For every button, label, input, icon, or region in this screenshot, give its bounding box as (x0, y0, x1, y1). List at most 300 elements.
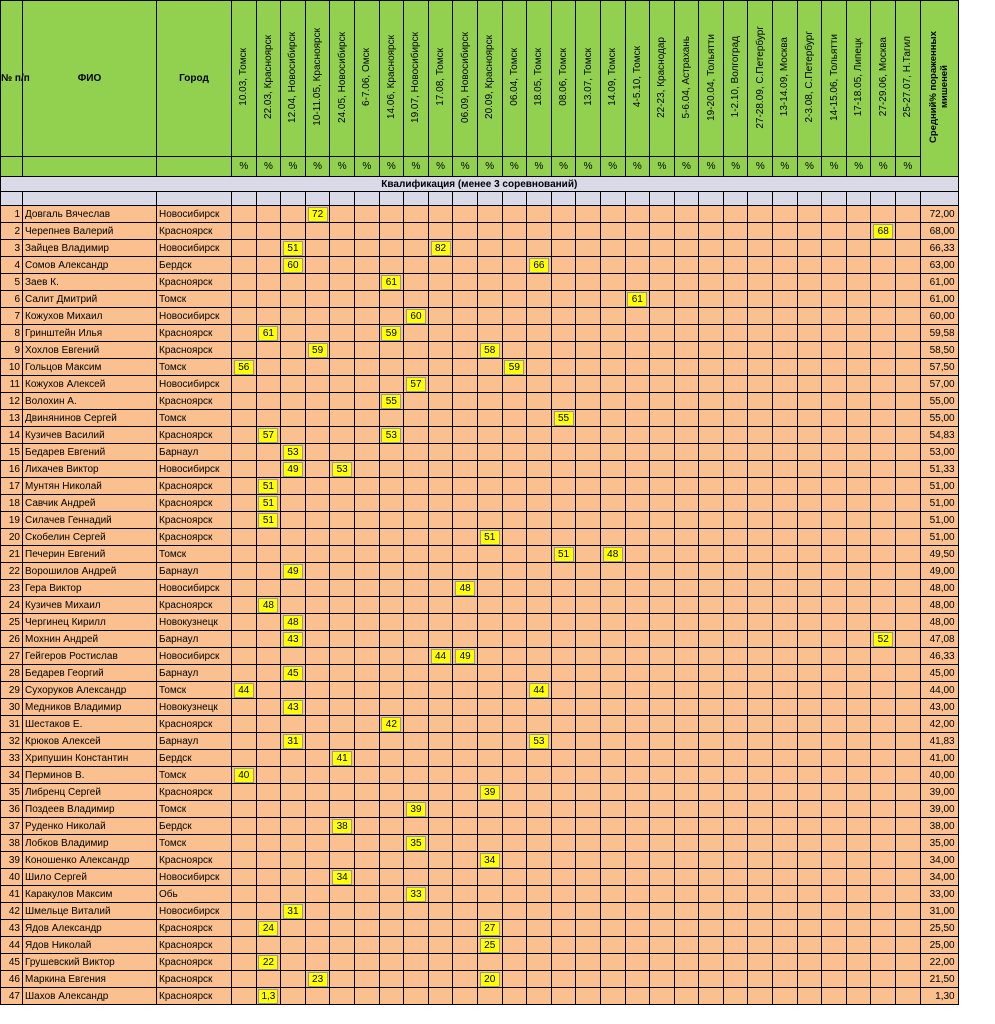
score-cell[interactable] (281, 546, 306, 563)
score-cell[interactable] (871, 359, 896, 376)
score-cell[interactable] (600, 495, 625, 512)
score-cell[interactable] (871, 971, 896, 988)
row-number[interactable]: 25 (1, 614, 23, 631)
score-cell[interactable] (600, 665, 625, 682)
score-cell[interactable] (330, 529, 355, 546)
score-cell[interactable] (773, 818, 798, 835)
score-cell[interactable] (477, 240, 502, 257)
score-cell[interactable] (699, 393, 724, 410)
score-cell[interactable] (502, 937, 527, 954)
score-cell[interactable] (699, 631, 724, 648)
score-cell[interactable] (305, 257, 330, 274)
score-cell[interactable] (281, 648, 306, 665)
score-cell[interactable] (477, 733, 502, 750)
score-cell[interactable] (625, 393, 650, 410)
score-cell[interactable] (625, 920, 650, 937)
score-cell[interactable] (232, 580, 257, 597)
score-cell[interactable] (404, 359, 429, 376)
score-cell[interactable] (748, 563, 773, 580)
athlete-name[interactable]: Зайцев Владимир (23, 240, 157, 257)
score-cell[interactable] (281, 444, 306, 461)
score-cell[interactable] (723, 274, 748, 291)
average-value[interactable]: 55,00 (920, 410, 958, 427)
score-cell[interactable] (625, 223, 650, 240)
score-cell[interactable] (748, 988, 773, 1005)
score-cell[interactable] (453, 733, 478, 750)
score-cell[interactable] (354, 801, 379, 818)
score-cell[interactable] (600, 512, 625, 529)
score-cell[interactable] (650, 682, 675, 699)
score-cell[interactable] (330, 716, 355, 733)
score-cell[interactable] (896, 546, 921, 563)
score-cell[interactable] (846, 376, 871, 393)
score-cell[interactable] (527, 869, 552, 886)
score-cell[interactable] (846, 274, 871, 291)
score-cell[interactable] (896, 478, 921, 495)
score-cell[interactable] (453, 920, 478, 937)
score-cell[interactable] (600, 563, 625, 580)
score-cell[interactable] (232, 869, 257, 886)
row-number[interactable]: 14 (1, 427, 23, 444)
score-cell[interactable] (477, 444, 502, 461)
score-cell[interactable] (699, 325, 724, 342)
score-cell[interactable] (305, 903, 330, 920)
score-cell[interactable] (822, 376, 847, 393)
score-cell[interactable] (379, 920, 404, 937)
score-cell[interactable] (404, 869, 429, 886)
score-cell[interactable] (896, 223, 921, 240)
score-cell[interactable] (305, 308, 330, 325)
score-cell[interactable] (650, 767, 675, 784)
score-cell[interactable] (527, 495, 552, 512)
score-cell[interactable] (896, 206, 921, 223)
score-cell[interactable] (404, 699, 429, 716)
athlete-city[interactable]: Обь (157, 886, 232, 903)
score-cell[interactable] (650, 461, 675, 478)
athlete-name[interactable]: Лобков Владимир (23, 835, 157, 852)
score-cell[interactable] (822, 954, 847, 971)
score-cell[interactable] (404, 886, 429, 903)
athlete-name[interactable]: Кузичев Михаил (23, 597, 157, 614)
score-cell[interactable] (379, 223, 404, 240)
event-header[interactable] (797, 1, 822, 157)
score-cell[interactable] (625, 818, 650, 835)
average-value[interactable]: 33,00 (920, 886, 958, 903)
score-cell[interactable] (748, 648, 773, 665)
score-cell[interactable] (625, 988, 650, 1005)
athlete-city[interactable]: Барнаул (157, 733, 232, 750)
score-cell[interactable] (797, 682, 822, 699)
score-cell[interactable] (748, 410, 773, 427)
score-cell[interactable] (650, 903, 675, 920)
score-cell[interactable] (650, 359, 675, 376)
score-cell[interactable] (428, 461, 453, 478)
score-cell[interactable] (600, 257, 625, 274)
score-cell[interactable] (527, 444, 552, 461)
score-cell[interactable] (379, 325, 404, 342)
score-cell[interactable] (453, 240, 478, 257)
score-cell[interactable] (379, 291, 404, 308)
score-cell[interactable] (404, 648, 429, 665)
score-cell[interactable] (305, 750, 330, 767)
average-value[interactable]: 39,00 (920, 801, 958, 818)
score-cell[interactable] (773, 665, 798, 682)
score-cell[interactable] (453, 614, 478, 631)
score-cell[interactable] (896, 563, 921, 580)
score-cell[interactable] (674, 461, 699, 478)
row-number[interactable]: 24 (1, 597, 23, 614)
score-cell[interactable] (379, 257, 404, 274)
score-cell[interactable] (428, 937, 453, 954)
score-cell[interactable] (896, 716, 921, 733)
score-cell[interactable] (650, 614, 675, 631)
score-cell[interactable] (576, 427, 601, 444)
score-cell[interactable] (502, 682, 527, 699)
score-cell[interactable] (576, 342, 601, 359)
score-cell[interactable] (748, 801, 773, 818)
row-number[interactable]: 8 (1, 325, 23, 342)
athlete-city[interactable]: Томск (157, 410, 232, 427)
score-cell[interactable] (797, 971, 822, 988)
score-cell[interactable] (281, 580, 306, 597)
score-cell[interactable] (281, 988, 306, 1005)
score-cell[interactable] (896, 291, 921, 308)
score-cell[interactable] (453, 750, 478, 767)
event-header[interactable] (748, 1, 773, 157)
score-cell[interactable] (477, 903, 502, 920)
score-cell[interactable] (797, 767, 822, 784)
score-cell[interactable] (797, 240, 822, 257)
score-cell[interactable] (871, 988, 896, 1005)
score-cell[interactable] (379, 750, 404, 767)
score-cell[interactable] (305, 359, 330, 376)
score-cell[interactable] (527, 512, 552, 529)
score-cell[interactable] (551, 665, 576, 682)
score-cell[interactable] (232, 818, 257, 835)
score-cell[interactable] (650, 920, 675, 937)
row-number[interactable]: 39 (1, 852, 23, 869)
score-cell[interactable] (674, 597, 699, 614)
score-cell[interactable] (453, 291, 478, 308)
score-cell[interactable] (822, 393, 847, 410)
score-cell[interactable] (822, 495, 847, 512)
score-cell[interactable] (600, 308, 625, 325)
score-cell[interactable] (330, 206, 355, 223)
score-cell[interactable] (477, 716, 502, 733)
score-cell[interactable] (453, 563, 478, 580)
score-cell[interactable] (600, 971, 625, 988)
athlete-name[interactable]: Мохнин Андрей (23, 631, 157, 648)
score-cell[interactable] (502, 291, 527, 308)
score-cell[interactable] (551, 631, 576, 648)
score-cell[interactable] (896, 818, 921, 835)
score-cell[interactable] (748, 206, 773, 223)
score-cell[interactable] (477, 971, 502, 988)
athlete-name[interactable]: Двинянинов Сергей (23, 410, 157, 427)
score-cell[interactable] (404, 257, 429, 274)
score-cell[interactable] (527, 274, 552, 291)
score-cell[interactable] (600, 478, 625, 495)
score-cell[interactable] (871, 682, 896, 699)
score-cell[interactable] (256, 852, 281, 869)
athlete-city[interactable]: Красноярск (157, 716, 232, 733)
score-cell[interactable] (256, 801, 281, 818)
score-cell[interactable] (477, 427, 502, 444)
score-cell[interactable] (551, 716, 576, 733)
score-cell[interactable] (748, 920, 773, 937)
score-cell[interactable] (453, 971, 478, 988)
score-cell[interactable] (576, 767, 601, 784)
score-cell[interactable] (699, 478, 724, 495)
score-cell[interactable] (354, 308, 379, 325)
score-cell[interactable] (748, 308, 773, 325)
score-cell[interactable] (305, 733, 330, 750)
score-cell[interactable] (379, 614, 404, 631)
score-cell[interactable] (551, 359, 576, 376)
score-cell[interactable] (576, 597, 601, 614)
score-cell[interactable] (699, 648, 724, 665)
score-cell[interactable] (871, 699, 896, 716)
score-cell[interactable] (625, 886, 650, 903)
score-cell[interactable] (650, 529, 675, 546)
average-value[interactable]: 51,00 (920, 478, 958, 495)
table-row[interactable] (1, 716, 959, 733)
event-header[interactable] (576, 1, 601, 157)
score-cell[interactable] (551, 461, 576, 478)
average-value[interactable]: 68,00 (920, 223, 958, 240)
average-value[interactable]: 34,00 (920, 869, 958, 886)
average-value[interactable]: 48,00 (920, 614, 958, 631)
athlete-city[interactable]: Барнаул (157, 563, 232, 580)
score-cell[interactable] (748, 580, 773, 597)
score-cell[interactable] (773, 971, 798, 988)
athlete-city[interactable]: Красноярск (157, 342, 232, 359)
score-cell[interactable] (896, 665, 921, 682)
score-cell[interactable] (625, 512, 650, 529)
score-cell[interactable] (379, 886, 404, 903)
score-cell[interactable] (699, 291, 724, 308)
score-cell[interactable] (428, 733, 453, 750)
score-cell[interactable] (256, 937, 281, 954)
score-cell[interactable] (354, 682, 379, 699)
event-header[interactable] (650, 1, 675, 157)
score-cell[interactable] (502, 478, 527, 495)
score-cell[interactable] (699, 852, 724, 869)
score-cell[interactable] (822, 461, 847, 478)
score-cell[interactable] (232, 325, 257, 342)
row-number[interactable]: 43 (1, 920, 23, 937)
score-cell[interactable] (281, 937, 306, 954)
score-cell[interactable] (527, 240, 552, 257)
score-cell[interactable] (256, 444, 281, 461)
score-cell[interactable] (650, 240, 675, 257)
score-cell[interactable] (674, 308, 699, 325)
score-cell[interactable] (477, 206, 502, 223)
score-cell[interactable] (822, 886, 847, 903)
score-cell[interactable] (822, 614, 847, 631)
score-cell[interactable] (871, 767, 896, 784)
athlete-city[interactable]: Барнаул (157, 665, 232, 682)
score-cell[interactable] (773, 291, 798, 308)
score-cell[interactable] (822, 665, 847, 682)
score-cell[interactable] (551, 342, 576, 359)
score-cell[interactable] (797, 512, 822, 529)
score-cell[interactable] (379, 274, 404, 291)
score-cell[interactable] (625, 563, 650, 580)
score-cell[interactable] (822, 682, 847, 699)
score-cell[interactable] (723, 359, 748, 376)
score-cell[interactable] (354, 835, 379, 852)
score-cell[interactable] (871, 580, 896, 597)
score-cell[interactable] (674, 240, 699, 257)
row-number[interactable]: 4 (1, 257, 23, 274)
score-cell[interactable] (330, 988, 355, 1005)
average-value[interactable]: 25,00 (920, 937, 958, 954)
score-cell[interactable] (748, 461, 773, 478)
score-cell[interactable] (846, 614, 871, 631)
score-cell[interactable] (674, 342, 699, 359)
score-cell[interactable] (576, 852, 601, 869)
event-header[interactable] (822, 1, 847, 157)
score-cell[interactable] (600, 954, 625, 971)
score-cell[interactable] (600, 546, 625, 563)
score-cell[interactable] (256, 733, 281, 750)
score-cell[interactable] (305, 495, 330, 512)
score-cell[interactable] (773, 376, 798, 393)
score-cell[interactable] (502, 852, 527, 869)
score-cell[interactable] (477, 291, 502, 308)
score-cell[interactable] (551, 478, 576, 495)
score-cell[interactable] (822, 988, 847, 1005)
score-cell[interactable] (256, 308, 281, 325)
score-cell[interactable] (576, 393, 601, 410)
score-cell[interactable] (674, 291, 699, 308)
score-cell[interactable] (674, 223, 699, 240)
score-cell[interactable] (232, 427, 257, 444)
score-cell[interactable] (502, 393, 527, 410)
score-cell[interactable] (822, 767, 847, 784)
score-cell[interactable] (428, 835, 453, 852)
score-cell[interactable] (773, 529, 798, 546)
score-cell[interactable] (256, 903, 281, 920)
table-row[interactable] (1, 886, 959, 903)
score-cell[interactable] (650, 818, 675, 835)
score-cell[interactable] (330, 512, 355, 529)
score-cell[interactable] (453, 206, 478, 223)
athlete-name[interactable]: Волохин А. (23, 393, 157, 410)
score-cell[interactable] (846, 750, 871, 767)
score-cell[interactable] (723, 920, 748, 937)
score-cell[interactable] (305, 767, 330, 784)
score-cell[interactable] (527, 223, 552, 240)
score-cell[interactable] (232, 308, 257, 325)
average-value[interactable]: 72,00 (920, 206, 958, 223)
score-cell[interactable] (699, 920, 724, 937)
score-cell[interactable] (723, 614, 748, 631)
score-cell[interactable] (256, 767, 281, 784)
score-cell[interactable] (256, 699, 281, 716)
score-cell[interactable] (502, 529, 527, 546)
score-cell[interactable] (797, 852, 822, 869)
score-cell[interactable] (354, 750, 379, 767)
score-cell[interactable] (674, 614, 699, 631)
score-cell[interactable] (797, 444, 822, 461)
score-cell[interactable] (379, 835, 404, 852)
score-cell[interactable] (527, 325, 552, 342)
row-number[interactable]: 33 (1, 750, 23, 767)
score-cell[interactable] (723, 886, 748, 903)
score-cell[interactable] (822, 512, 847, 529)
score-cell[interactable] (232, 563, 257, 580)
score-cell[interactable] (674, 512, 699, 529)
score-cell[interactable] (428, 308, 453, 325)
score-cell[interactable] (846, 886, 871, 903)
table-row[interactable] (1, 801, 959, 818)
average-value[interactable]: 51,00 (920, 512, 958, 529)
score-cell[interactable] (846, 971, 871, 988)
score-cell[interactable] (846, 512, 871, 529)
score-cell[interactable] (502, 733, 527, 750)
score-cell[interactable] (281, 682, 306, 699)
athlete-city[interactable]: Томск (157, 546, 232, 563)
score-cell[interactable] (748, 733, 773, 750)
score-cell[interactable] (625, 937, 650, 954)
athlete-city[interactable]: Бердск (157, 818, 232, 835)
score-cell[interactable] (404, 308, 429, 325)
score-cell[interactable] (502, 597, 527, 614)
athlete-city[interactable]: Красноярск (157, 920, 232, 937)
score-cell[interactable] (650, 512, 675, 529)
score-cell[interactable] (354, 478, 379, 495)
athlete-name[interactable]: Лихачев Виктор (23, 461, 157, 478)
athlete-city[interactable]: Красноярск (157, 597, 232, 614)
score-cell[interactable] (379, 546, 404, 563)
athlete-name[interactable]: Гейгеров Ростислав (23, 648, 157, 665)
score-cell[interactable] (871, 835, 896, 852)
score-cell[interactable] (748, 359, 773, 376)
score-cell[interactable] (428, 784, 453, 801)
score-cell[interactable] (281, 631, 306, 648)
score-cell[interactable] (527, 257, 552, 274)
average-value[interactable]: 35,00 (920, 835, 958, 852)
score-cell[interactable] (281, 529, 306, 546)
athlete-name[interactable]: Хохлов Евгений (23, 342, 157, 359)
score-cell[interactable] (773, 682, 798, 699)
score-cell[interactable] (305, 988, 330, 1005)
score-cell[interactable] (477, 308, 502, 325)
score-cell[interactable] (256, 920, 281, 937)
table-row[interactable] (1, 206, 959, 223)
score-cell[interactable] (699, 682, 724, 699)
athlete-city[interactable]: Новосибирск (157, 903, 232, 920)
score-cell[interactable] (625, 274, 650, 291)
score-cell[interactable] (551, 206, 576, 223)
score-cell[interactable] (797, 393, 822, 410)
score-cell[interactable] (256, 716, 281, 733)
score-cell[interactable] (305, 937, 330, 954)
score-cell[interactable] (256, 682, 281, 699)
score-cell[interactable] (404, 478, 429, 495)
score-cell[interactable] (600, 733, 625, 750)
athlete-name[interactable]: Силачев Геннадий (23, 512, 157, 529)
score-cell[interactable] (822, 444, 847, 461)
score-cell[interactable] (650, 733, 675, 750)
score-cell[interactable] (600, 274, 625, 291)
score-cell[interactable] (232, 512, 257, 529)
score-cell[interactable] (748, 750, 773, 767)
score-cell[interactable] (281, 274, 306, 291)
score-cell[interactable] (625, 733, 650, 750)
